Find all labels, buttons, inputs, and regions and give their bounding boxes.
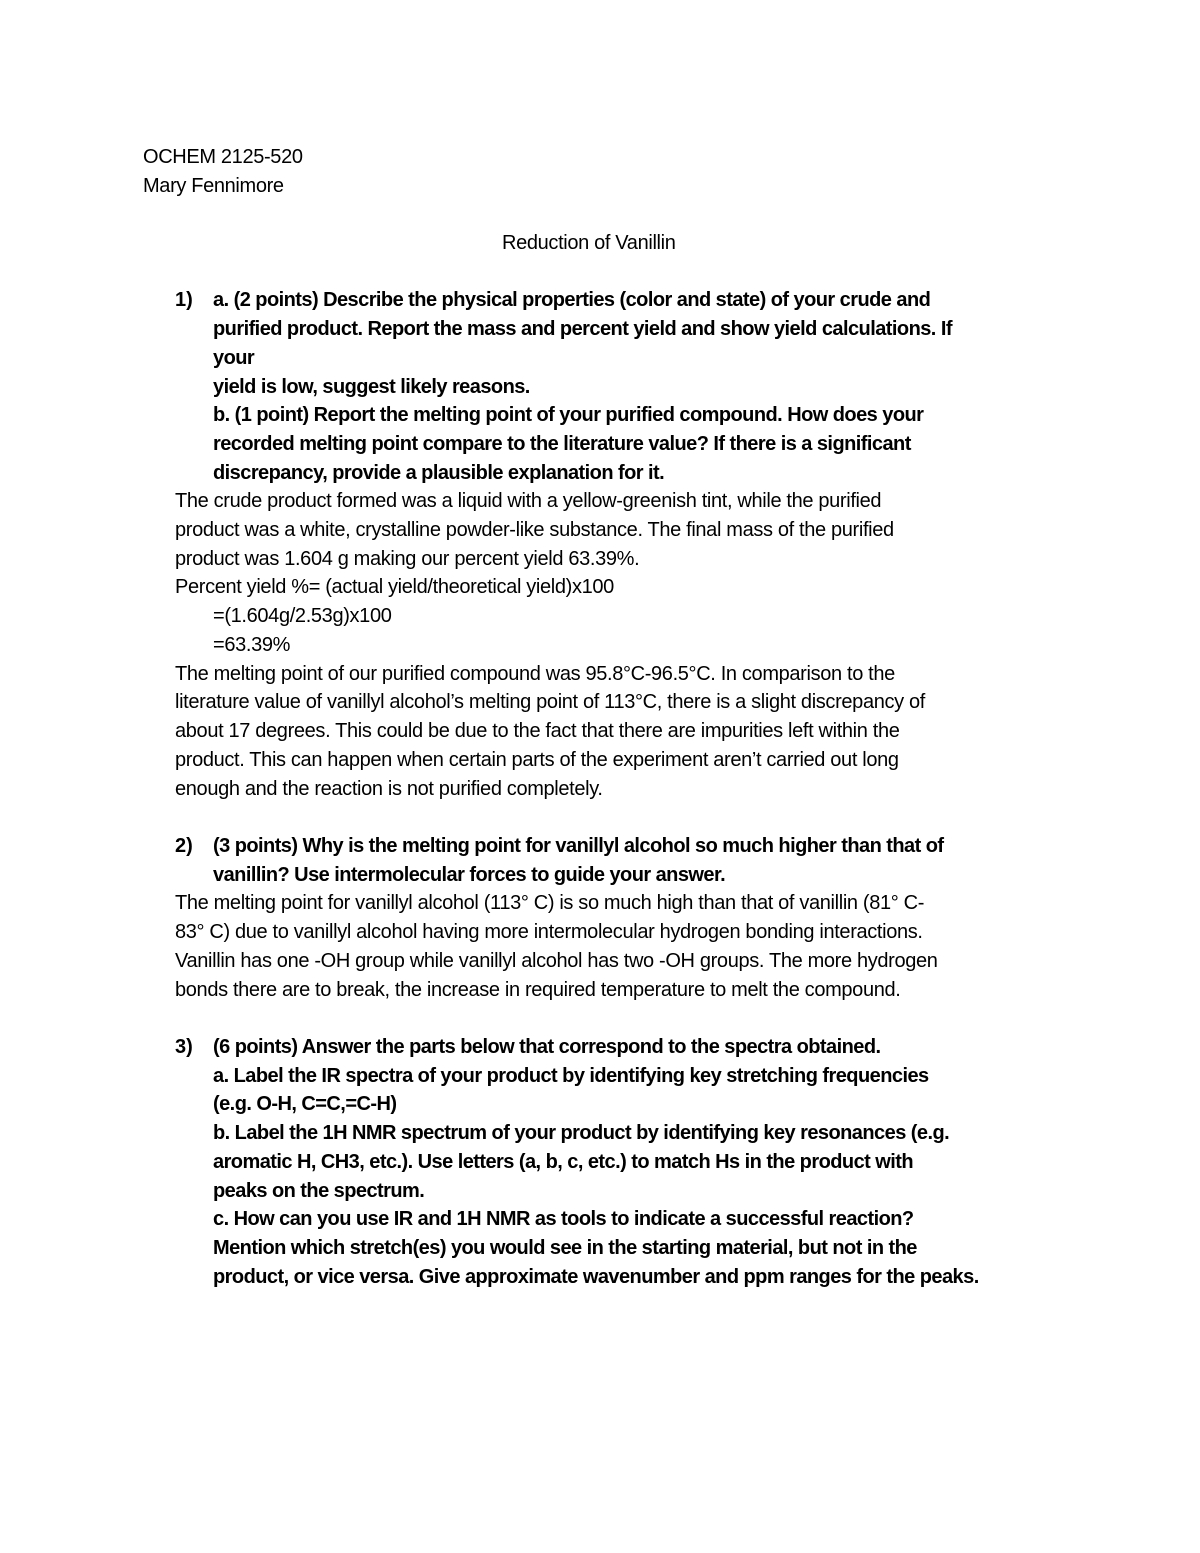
question-2-prompt-line: vanillin? Use intermolecular forces to guide your answer. bbox=[213, 864, 726, 886]
question-1-calc-line: =(1.604g/2.53g)x100 bbox=[213, 605, 392, 627]
question-1-answer-line: about 17 degrees. This could be due to the fact that there are impurities left within the bbox=[175, 720, 900, 742]
question-3-prompt-line: c. How can you use IR and 1H NMR as tools to indicate a successful reaction? bbox=[213, 1208, 914, 1230]
question-1-prompt-line: yield is low, suggest likely reasons. bbox=[213, 376, 530, 398]
question-1-prompt-line: your bbox=[213, 347, 255, 369]
document-title: Reduction of Vanillin bbox=[502, 232, 676, 254]
question-1-prompt-line: purified product. Report the mass and percent yield and show yield calculations. If bbox=[213, 318, 952, 340]
student-name: Mary Fennimore bbox=[143, 175, 284, 197]
question-3-prompt-line: (e.g. O-H, C=C,=C-H) bbox=[213, 1093, 397, 1115]
question-1-prompt-line: discrepancy, provide a plausible explanation for it. bbox=[213, 462, 665, 484]
question-1-answer-line: product was 1.604 g making our percent yield 63.39%. bbox=[175, 548, 640, 570]
question-1-answer-line: The crude product formed was a liquid with a yellow-greenish tint, while the purified bbox=[175, 490, 882, 512]
question-1-prompt-line: b. (1 point) Report the melting point of your purified compound. How does your bbox=[213, 404, 924, 426]
question-1-number: 1) bbox=[175, 289, 193, 311]
question-1-answer-line: product. This can happen when certain parts of the experiment aren’t carried out long bbox=[175, 749, 899, 771]
question-3-prompt-line: b. Label the 1H NMR spectrum of your product by identifying key resonances (e.g. bbox=[213, 1122, 950, 1144]
question-2-number: 2) bbox=[175, 835, 193, 857]
question-1-answer-line: literature value of vanillyl alcohol’s melting point of 113°C, there is a slight discrepancy of bbox=[175, 691, 925, 713]
question-3-prompt-line: peaks on the spectrum. bbox=[213, 1180, 425, 1202]
question-1-prompt-line: a. (2 points) Describe the physical properties (color and state) of your crude and bbox=[213, 289, 931, 311]
question-1-answer-line: enough and the reaction is not purified completely. bbox=[175, 778, 603, 800]
question-3-prompt-line: Mention which stretch(es) you would see in the starting material, but not in the bbox=[213, 1237, 917, 1259]
question-3-number: 3) bbox=[175, 1036, 193, 1058]
question-1-answer-line: product was a white, crystalline powder-like substance. The final mass of the purified bbox=[175, 519, 894, 541]
question-1-prompt-line: recorded melting point compare to the literature value? If there is a significant bbox=[213, 433, 911, 455]
question-1-answer-line: Percent yield %= (actual yield/theoretical yield)x100 bbox=[175, 576, 614, 598]
question-1-answer-line: The melting point of our purified compound was 95.8°C-96.5°C. In comparison to the bbox=[175, 663, 895, 685]
question-2-answer-line: The melting point for vanillyl alcohol (113° C) is so much high than that of vanillin (81° C- bbox=[175, 892, 925, 914]
course-code: OCHEM 2125-520 bbox=[143, 146, 303, 168]
question-3-prompt-line: product, or vice versa. Give approximate wavenumber and ppm ranges for the peaks. bbox=[213, 1266, 979, 1288]
question-2-prompt-line: (3 points) Why is the melting point for vanillyl alcohol so much higher than that of bbox=[213, 835, 944, 857]
question-2-answer-line: Vanillin has one -OH group while vanillyl alcohol has two -OH groups. The more hydrogen bbox=[175, 950, 938, 972]
question-3-prompt-line: (6 points) Answer the parts below that correspond to the spectra obtained. bbox=[213, 1036, 881, 1058]
question-2-answer-line: 83° C) due to vanillyl alcohol having more intermolecular hydrogen bonding interactions. bbox=[175, 921, 923, 943]
question-3-prompt-line: a. Label the IR spectra of your product by identifying key stretching frequencies bbox=[213, 1065, 929, 1087]
question-1-calc-line: =63.39% bbox=[213, 634, 291, 656]
question-3-prompt-line: aromatic H, CH3, etc.). Use letters (a, b, c, etc.) to match Hs in the product with bbox=[213, 1151, 914, 1173]
question-2-answer-line: bonds there are to break, the increase in required temperature to melt the compound. bbox=[175, 979, 901, 1001]
